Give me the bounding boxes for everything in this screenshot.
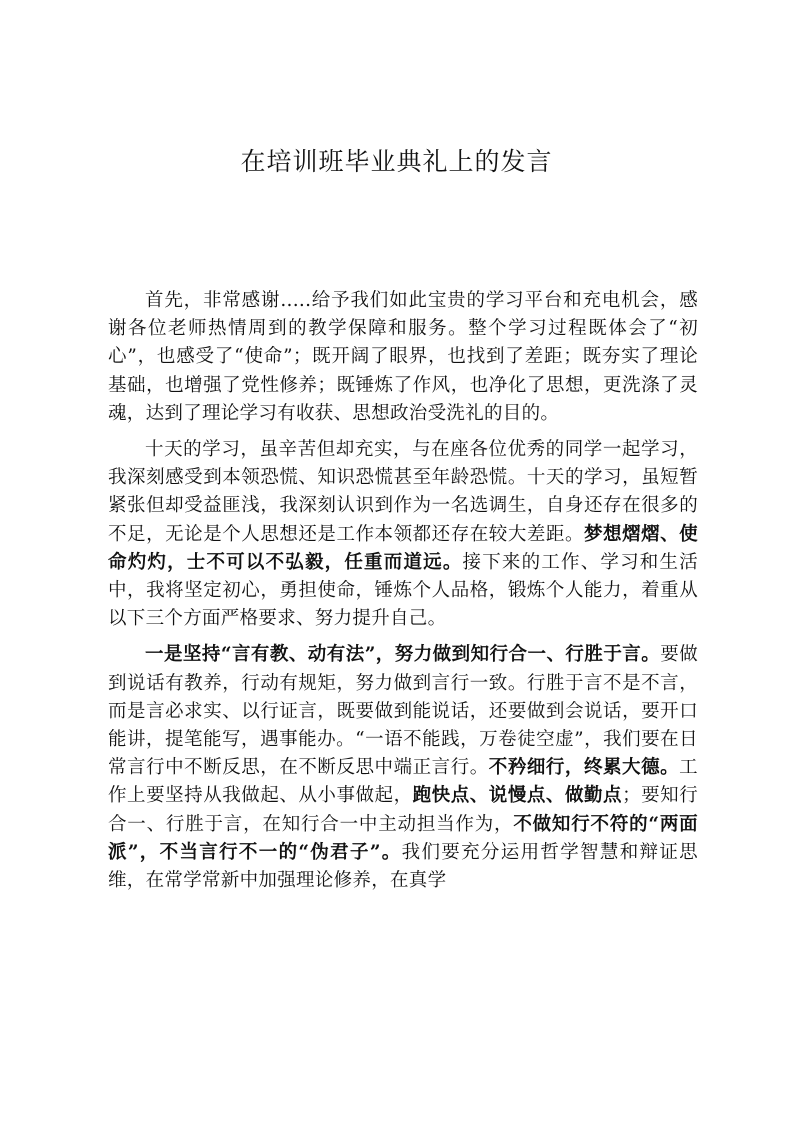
paragraph-3 [108,641,698,895]
paragraph-text: 要做到说话有教养，行动有规矩，努力做到言行一致。行胜于言不是不言，而是言必求实、以行证言，既要做到能说话，还要做到会说话，要开口能讲，提笔能写，遇事能办。“一语不能践，万卷徒空虚”，我们要在日常言行中不断反思，在不断反思中端正言行。 [108,644,698,779]
paragraph-text: 接下来的工作、学习和生活中，我将坚定初心，勇担使命，锤炼个人品格，锻炼个人能力，着重从以下三个方面严格要求、努力提升自己。 [108,551,698,630]
emphasis-text: 跑快点、说慢点、做勤点 [412,785,623,807]
emphasis-text: 不做知行不符的“两面派”，不当言行不一的“伪君子”。 [108,813,698,863]
paragraph-text: 我们要充分运用哲学智慧和辩证思维，在常学常新中加强理论修养，在真学 [108,841,698,892]
document-title: 在培训班毕业典礼上的发言 [240,147,553,176]
paragraph-1 [108,287,698,428]
emphasis-text: 梦想熠熠、使命灼灼，士不可以不弘毅，任重而道远。 [108,523,698,573]
paragraph-text: 十天的学习，虽辛苦但却充实，与在座各位优秀的同学一起学习，我深刻感受到本领恐慌、知识恐慌甚至年龄恐慌。十天的学习，虽短暂紧张但却受益匪浅，我深刻认识到作为一名选调生，自身还存在很多的不足，无论是个人思想还是工作本领都还存在较大差距。 [108,439,698,545]
paragraph-text: 工作上要坚持从我做起、从小事做起， [108,757,698,807]
document-body [108,287,698,903]
paragraph-text: 首先，非常感谢.....给予我们如此宝贵的学习平台和充电机会，感谢各位老师热情周到的教学保障和服务。整个学习过程既体会了“初心”，也感受了“使命”；既开阔了眼界，也找到了差距；既夯实了理论基础，也增强了党性修养；既锤炼了作风，也净化了思想，更洗涤了灵魂，达到了理论学习有收获、思想政治受洗礼的目的。 [108,290,698,424]
paragraph-text: ；要知行合一、行胜于言，在知行合一中主动担当作为， [108,785,698,835]
emphasis-text: 一是坚持“言有教、动有法”，努力做到知行合一、行胜于言。 [145,644,661,666]
paragraph-2 [108,436,698,633]
emphasis-text: 不矜细行，终累大德。 [488,757,680,779]
